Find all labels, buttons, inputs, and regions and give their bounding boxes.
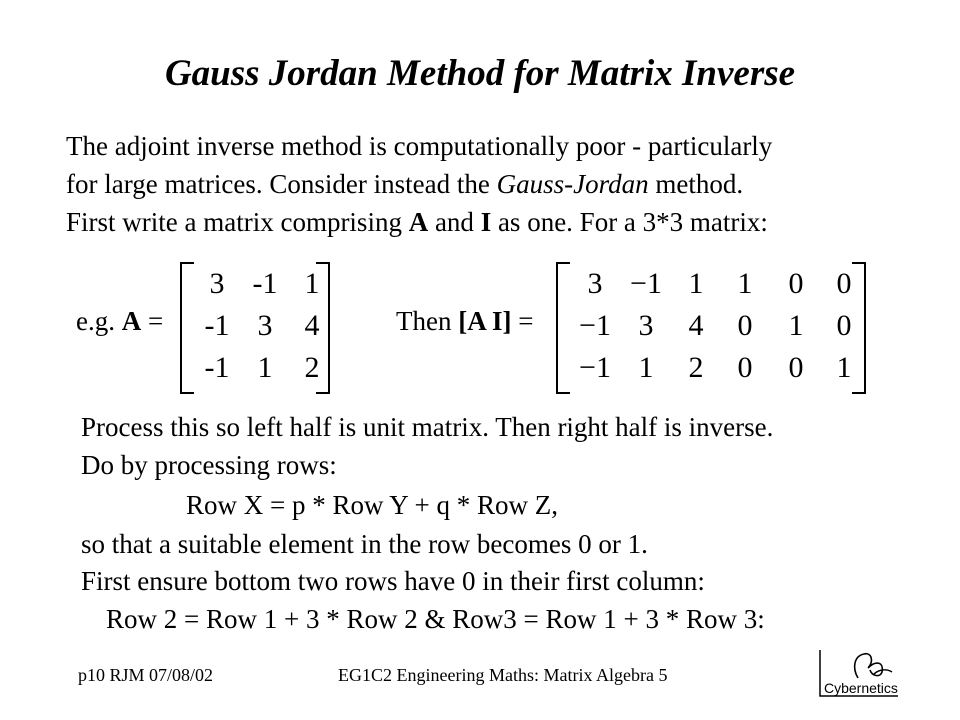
matrix-cell: 1 [257, 351, 273, 384]
matrix-cell: −1 [630, 267, 662, 300]
matrix-cell: -1 [204, 351, 230, 384]
row-formula: Row X = p * Row Y + q * Row Z, [186, 490, 558, 520]
matrix-cell: −1 [579, 351, 611, 384]
intro-text: for large matrices. Consider instead the [66, 169, 497, 199]
label-symbol: A [121, 306, 142, 336]
intro-text: and [428, 207, 481, 237]
matrix-cell: 3 [209, 267, 225, 300]
matrix-cell: -1 [252, 267, 278, 300]
label-symbol: [A I] [458, 306, 512, 336]
label-text: = [511, 306, 534, 336]
intro-text: method. [648, 169, 744, 199]
matrix-cell: 3 [638, 309, 654, 342]
matrix-ai-label [396, 306, 533, 337]
matrix-cell: 1 [737, 267, 753, 300]
identity-symbol: I [480, 207, 492, 237]
matrix-cell: 4 [688, 309, 704, 342]
matrix-cell: −1 [579, 309, 611, 342]
matrix-cell: 0 [836, 267, 852, 300]
matrix-cell: 0 [788, 351, 804, 384]
matrix-cell: 1 [638, 351, 654, 384]
body-line-5: First ensure bottom two rows have 0 in their first column: [81, 566, 705, 596]
footer-page-info: p10 RJM 07/08/02 [78, 665, 214, 685]
intro-text: First write a matrix comprising [66, 207, 409, 237]
matrix-cell: 3 [587, 267, 603, 300]
matrix-cell: -1 [204, 309, 230, 342]
cybernetics-logo [818, 648, 902, 700]
footer-course-title: EG1C2 Engineering Maths: Matrix Algebra 5 [338, 665, 668, 685]
matrix-a [180, 262, 330, 390]
label-text: e.g. [76, 306, 122, 336]
matrix-cell: 1 [304, 267, 320, 300]
matrix-ai [556, 262, 866, 390]
label-text: = [141, 306, 164, 336]
intro-line-1: The adjoint inverse method is computationally poor - particularly [66, 131, 773, 161]
matrix-cell: 0 [737, 351, 753, 384]
matrix-cell: 0 [737, 309, 753, 342]
label-text: Then [396, 306, 459, 336]
matrix-cell: 0 [788, 267, 804, 300]
body-line-4: so that a suitable element in the row becomes 0 or 1. [81, 529, 648, 559]
slide-title: Gauss Jordan Method for Matrix Inverse [164, 53, 796, 94]
intro-line-3 [66, 206, 768, 238]
matrix-cell: 2 [304, 351, 320, 384]
matrix-cell: 2 [688, 351, 704, 384]
matrix-a-label [76, 306, 163, 337]
row-operations: Row 2 = Row 1 + 3 * Row 2 & Row3 = Row 1 + 3 * Row 3: [106, 604, 765, 634]
matrix-cell: 0 [836, 309, 852, 342]
matrix-a-symbol: A [408, 207, 429, 237]
logo-text: Cybernetics [824, 680, 898, 696]
gauss-jordan-emphasis: Gauss-Jordan [496, 169, 649, 199]
matrix-cell: 3 [257, 309, 273, 342]
intro-text: as one. For a 3*3 matrix: [491, 207, 768, 237]
left-bracket [180, 262, 194, 394]
matrix-cell: 1 [836, 351, 852, 384]
matrix-cell: 1 [688, 267, 704, 300]
body-line-1: Process this so left half is unit matrix. Then right half is inverse. [81, 412, 774, 442]
matrix-cell: 4 [304, 309, 320, 342]
body-line-2: Do by processing rows: [81, 450, 337, 480]
matrix-cell: 1 [788, 309, 804, 342]
intro-line-2 [66, 168, 743, 200]
left-bracket [556, 262, 570, 394]
